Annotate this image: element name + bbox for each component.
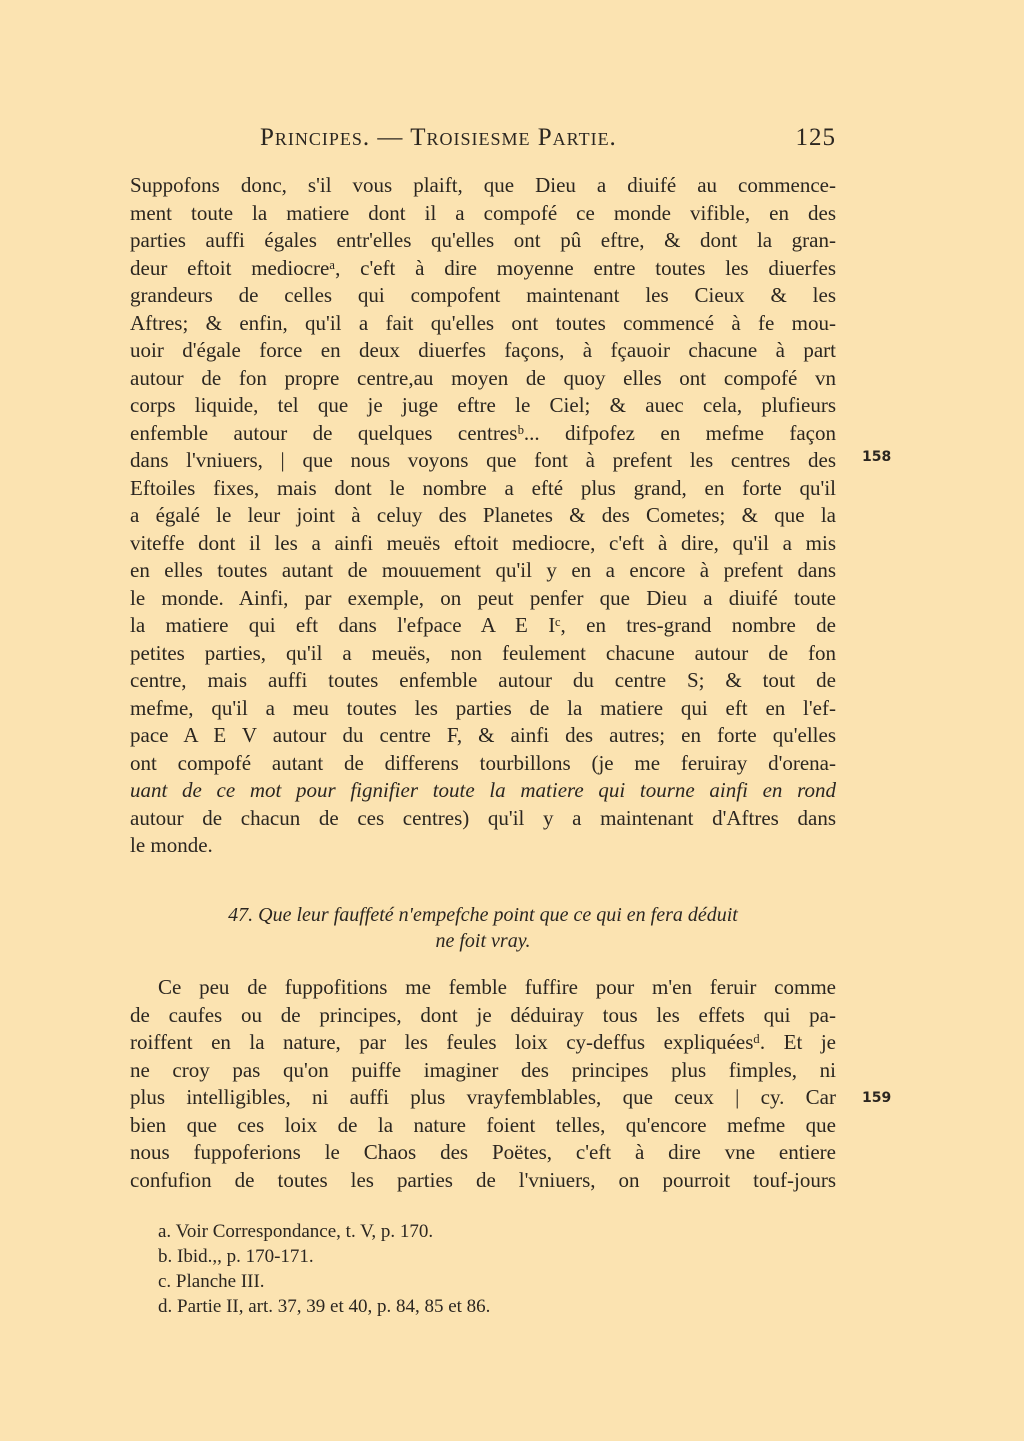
header-title: Principes. — Troisiesme Partie. [260, 124, 617, 151]
text-line: de caufes ou de principes, dont je déduiray tous les effets qui pa- [130, 1002, 836, 1027]
text-line: parties auffi égales entr'elles qu'elles ont pû eftre, & dont la gran- [130, 228, 836, 252]
text-line: pace A E V autour du centre F, & ainfi des autres; en forte qu'elles [130, 723, 836, 747]
text-line: bien que ces loix de la nature foient telles, qu'encore mefme que [130, 1112, 836, 1137]
text-line: Aftres; & enfin, qu'il a fait qu'elles ont toutes commencé à fe mou- [130, 310, 836, 335]
text-line: Ce peu de fuppofitions me femble fuffire pour m'en feruir comme [158, 975, 836, 999]
margin-page-marker: 158 [862, 449, 892, 465]
text-line: ment toute la matiere dont il a compofé ce monde vifible, en des [130, 200, 836, 225]
text-line: petites parties, qu'il a meuës, non feulement chacune autour de fon [130, 640, 836, 665]
text-line: la matiere qui eft dans l'efpace A E Iᶜ, en tres-grand nombre de [130, 613, 836, 637]
text-line: Suppofons donc, s'il vous plaift, que Dieu a diuifé au commence- [130, 173, 836, 197]
text-line: autour de chacun de ces centres) qu'il y a maintenant d'Aftres dans [130, 805, 836, 830]
margin-page-marker: 159 [862, 1090, 892, 1106]
text-line: autour de fon propre centre,au moyen de quoy elles ont compofé vn [130, 365, 836, 390]
footnote: c. Planche III. [158, 1271, 265, 1292]
section-heading-line: 47. Que leur fauffeté n'empefche point que ce qui en fera déduit [228, 904, 738, 926]
footnote: b. Ibid.,, p. 170-171. [158, 1246, 314, 1267]
text-line: corps liquide, tel que je juge eftre le Ciel; & auec cela, plufieurs [130, 393, 836, 417]
text-line: le monde. [130, 833, 213, 857]
text-line: a égalé le leur joint à celuy des Planetes & des Cometes; & que la [130, 503, 836, 527]
footnotes [158, 1219, 490, 1319]
text-line: mefme, qu'il a meu toutes les parties de la matiere qui eft en l'ef- [130, 695, 836, 720]
text-line: grandeurs de celles qui compofent maintenant les Cieux & les [130, 283, 836, 307]
text-line: nous fuppoferions le Chaos des Poëtes, c'eft à dire vne entiere [130, 1140, 836, 1164]
text-line: Eftoiles fixes, mais dont le nombre a efté plus grand, en forte qu'il [130, 475, 836, 500]
text-line: confufion de toutes les parties de l'vniuers, on pourroit touf-jours [130, 1167, 836, 1192]
footnote: d. Partie II, art. 37, 39 et 40, p. 84, 85 et 86. [158, 1296, 491, 1317]
section-heading [130, 902, 836, 954]
section-heading-line: ne foit vray. [435, 930, 531, 952]
text-line: plus intelligibles, ni auffi plus vrayfemblables, que ceux | cy. Car [130, 1085, 836, 1109]
text-line: uoir d'égale force en deux diuerfes façons, à fçauoir chacune à part [130, 338, 836, 362]
page-number: 125 [795, 124, 836, 151]
running-header [130, 124, 836, 154]
text-line: deur eftoit mediocreᵃ, c'eft à dire moyenne entre toutes les diuerfes [130, 255, 836, 280]
footnote: a. Voir Correspondance, t. V, p. 170. [158, 1221, 434, 1242]
text-line: uant de ce mot pour fignifier toute la matiere qui tourne ainfi en rond [130, 778, 836, 802]
text-line: viteffe dont il les a ainfi meuës eftoit mediocre, c'eft à dire, qu'il a mis [130, 530, 836, 555]
text-line: roiffent en la nature, par les feules loix cy-deffus expliquéesᵈ. Et je [130, 1030, 836, 1054]
text-line: ont compofé autant de differens tourbillons (je me feruiray d'orena- [130, 750, 836, 775]
paragraph-2 [130, 974, 836, 1194]
text-line: ne croy pas qu'on puiffe imaginer des principes plus fimples, ni [130, 1057, 836, 1082]
text-line: en elles toutes autant de mouuement qu'il y en a encore à prefent dans [130, 558, 836, 582]
text-line: enfemble autour de quelques centresᵇ... difpofez en mefme façon [130, 420, 836, 445]
text-line: dans l'vniuers, | que nous voyons que font à prefent les centres des [130, 448, 836, 472]
paragraph-1 [130, 172, 836, 860]
text-line: centre, mais auffi toutes enfemble autour du centre S; & tout de [130, 668, 836, 692]
text-line: le monde. Ainfi, par exemple, on peut penfer que Dieu a diuifé toute [130, 585, 836, 610]
